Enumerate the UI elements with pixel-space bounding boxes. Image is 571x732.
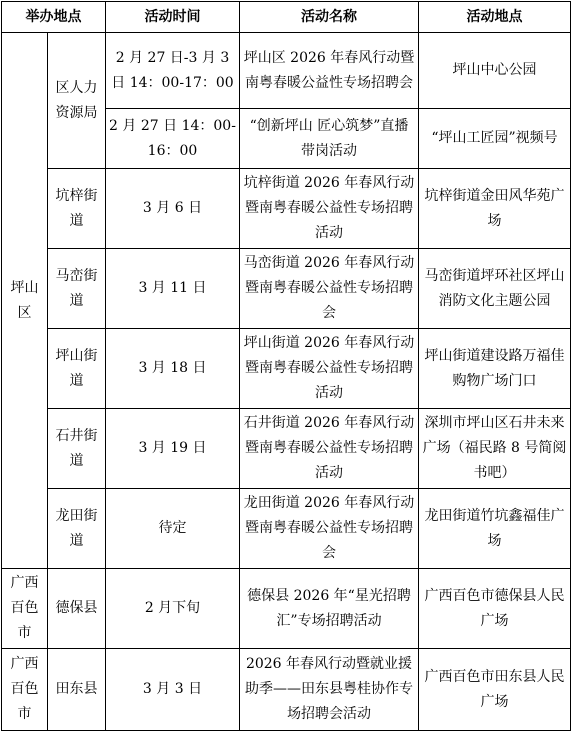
header-location: 举办地点 (2, 2, 106, 33)
organizer-cell: 石井街道 (48, 409, 106, 489)
place-cell: 广西百色市田东县人民广场 (419, 649, 571, 731)
event-name-cell: 2026 年春风行动暨就业援助季——田东县粤桂协作专场招聘会活动 (240, 649, 419, 731)
table-row (2, 329, 571, 409)
time-cell: 3 月 6 日 (106, 169, 240, 249)
header-row (2, 2, 571, 33)
time-cell: 3 月 3 日 (106, 649, 240, 731)
organizer-cell: 田东县 (48, 649, 106, 731)
place-cell: 坪山中心公园 (419, 33, 571, 109)
header-time: 活动时间 (106, 2, 240, 33)
table-row (2, 569, 571, 649)
place-cell: “坪山工匠园”视频号 (419, 109, 571, 169)
table-row (2, 249, 571, 329)
region-cell: 广西百色市 (2, 569, 48, 649)
region-pingshan: 坪山区 (2, 33, 48, 569)
event-name-cell: 坪山区 2026 年春风行动暨南粤春暖公益性专场招聘会 (240, 33, 419, 109)
events-table (1, 1, 571, 731)
time-cell: 3 月 19 日 (106, 409, 240, 489)
time-cell: 待定 (106, 489, 240, 569)
time-cell: 2 月 27 日 14：00-16：00 (106, 109, 240, 169)
event-name-cell: 马峦街道 2026 年春风行动暨南粤春暖公益性专场招聘会 (240, 249, 419, 329)
table-row (2, 33, 571, 109)
place-cell: 广西百色市德保县人民广场 (419, 569, 571, 649)
region-cell: 广西百色市 (2, 649, 48, 731)
table-row (2, 649, 571, 731)
place-cell: 龙田街道竹坑鑫福佳广场 (419, 489, 571, 569)
table-row (2, 169, 571, 249)
organizer-cell: 区人力资源局 (48, 33, 106, 169)
place-cell: 深圳市坪山区石井未来广场（福民路 8 号简阅书吧） (419, 409, 571, 489)
organizer-cell: 马峦街道 (48, 249, 106, 329)
organizer-cell: 德保县 (48, 569, 106, 649)
organizer-cell: 龙田街道 (48, 489, 106, 569)
time-cell: 2 月下旬 (106, 569, 240, 649)
time-cell: 3 月 18 日 (106, 329, 240, 409)
table-row (2, 489, 571, 569)
event-name-cell: 德保县 2026 年“星光招聘汇”专场招聘活动 (240, 569, 419, 649)
event-name-cell: 坪山街道 2026 年春风行动暨南粤春暖公益性专场招聘活动 (240, 329, 419, 409)
event-name-cell: 坑梓街道 2026 年春风行动暨南粤春暖公益性专场招聘活动 (240, 169, 419, 249)
place-cell: 坑梓街道金田风华苑广场 (419, 169, 571, 249)
header-name: 活动名称 (240, 2, 419, 33)
place-cell: 坪山街道建设路万福佳购物广场门口 (419, 329, 571, 409)
organizer-cell: 坑梓街道 (48, 169, 106, 249)
time-cell: 3 月 11 日 (106, 249, 240, 329)
place-cell: 马峦街道坪环社区坪山消防文化主题公园 (419, 249, 571, 329)
event-name-cell: 龙田街道 2026 年春风行动暨南粤春暖公益性专场招聘会 (240, 489, 419, 569)
time-cell: 2 月 27 日-3 月 3 日 14：00-17：00 (106, 33, 240, 109)
header-place: 活动地点 (419, 2, 571, 33)
organizer-cell: 坪山街道 (48, 329, 106, 409)
event-name-cell: “创新坪山 匠心筑梦”直播带岗活动 (240, 109, 419, 169)
event-name-cell: 石井街道 2026 年春风行动暨南粤春暖公益性专场招聘活动 (240, 409, 419, 489)
table-row (2, 409, 571, 489)
